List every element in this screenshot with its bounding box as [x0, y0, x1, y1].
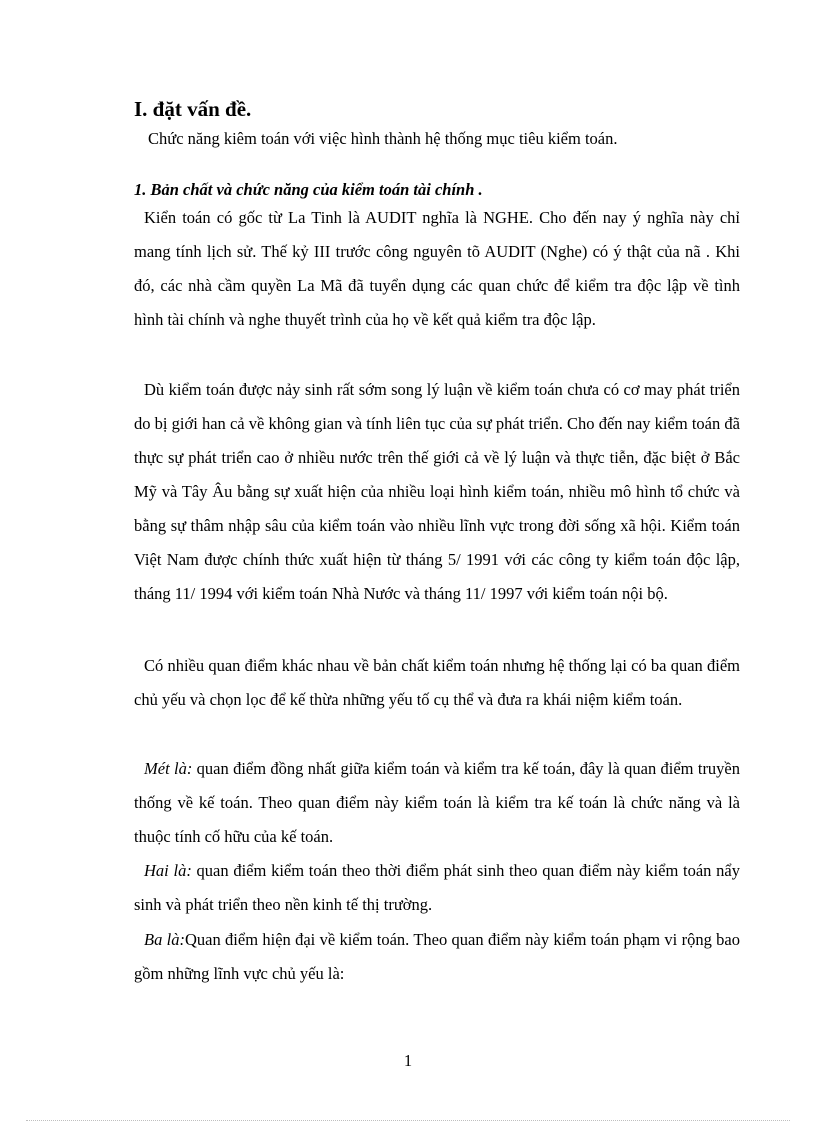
- paragraph-text: Có nhiều quan điểm khác nhau về bản chất kiểm toán nhưng hệ thống lại có ba quan điểm chủ yếu và chọn lọc để kế thừa những yếu tố cụ thể và đưa ra khái niệm kiểm toán.: [134, 656, 740, 709]
- paragraph-viewpoint-three: [134, 923, 740, 991]
- paragraph-viewpoint-two: [134, 854, 740, 922]
- page-number: 1: [403, 1051, 413, 1070]
- paragraph-text: Dù kiểm toán được nảy sinh rất sớm song lý luận về kiểm toán chưa có cơ may phát triển do bị giới han cả về không gian và tính liên tục của sự phát triển. Cho đến nay kiểm toán đã thực sự phát triển cao ở nhiều nước trên thế giới cả về lý luận và thực tiễn, đặc biệt ở Bắc Mỹ và Tây Âu bằng sự xuất hiện của nhiều loại hình kiểm toán, nhiều mô hình tổ chức và bằng sự thâm nhập sâu của kiểm toán vào nhiều lĩnh vực trong đời sống xã hội. Kiểm toán Việt Nam được chính thức xuất hiện từ tháng 5/ 1991 với các công ty kiểm toán độc lập, tháng 11/ 1994 với kiểm toán Nhà Nước và tháng 11/ 1997 với kiểm toán nội bộ.: [134, 380, 740, 603]
- subsection-heading: 1. Bản chất và chức năng của kiểm toán tài chính .: [134, 180, 483, 199]
- paragraph-lead: Hai là:: [144, 861, 192, 880]
- paragraph-lead: Mét là:: [144, 759, 193, 778]
- section-heading: I. đặt vấn đề.: [134, 97, 252, 121]
- paragraph-origin: [134, 201, 740, 337]
- section-subtitle: Chức năng kiêm toán với việc hình thành hệ thống mục tiêu kiểm toán.: [148, 129, 618, 148]
- paragraph-text: Quan điểm hiện đại về kiểm toán. Theo quan điểm này kiểm toán phạm vi rộng bao gồm những lĩnh vực chủ yếu là:: [134, 930, 740, 983]
- paragraph-text: quan điểm đồng nhất giữa kiểm toán và kiểm tra kế toán, đây là quan điểm truyền thống về kế toán. Theo quan điểm này kiểm toán là kiểm tra kế toán là chức năng và là thuộc tính cố hữu của kế toán.: [134, 759, 741, 846]
- paragraph-lead: Ba là:: [144, 930, 185, 949]
- page-bottom-divider: [26, 1120, 790, 1121]
- paragraph-history: [134, 373, 740, 611]
- paragraph-text: Kiển toán có gốc từ La Tinh là AUDIT nghĩa là NGHE. Cho đến nay ý nghĩa này chỉ mang tính lịch sử. Thế kỷ III trước công nguyên tõ AUDIT (Nghe) có ý thật của nã . Khi đó, các nhà cầm quyền La Mã đã tuyển dụng các quan chức để kiểm tra độc lập về tình hình tài chính và nghe thuyết trình của họ về kết quả kiểm tra độc lập.: [134, 208, 740, 329]
- paragraph-viewpoint-one: [134, 752, 740, 854]
- paragraph-viewpoints: [134, 649, 740, 717]
- paragraph-text: quan điểm kiểm toán theo thời điểm phát sinh theo quan điểm này kiểm toán nẩy sinh và phát triển theo nền kinh tế thị trường.: [134, 861, 740, 914]
